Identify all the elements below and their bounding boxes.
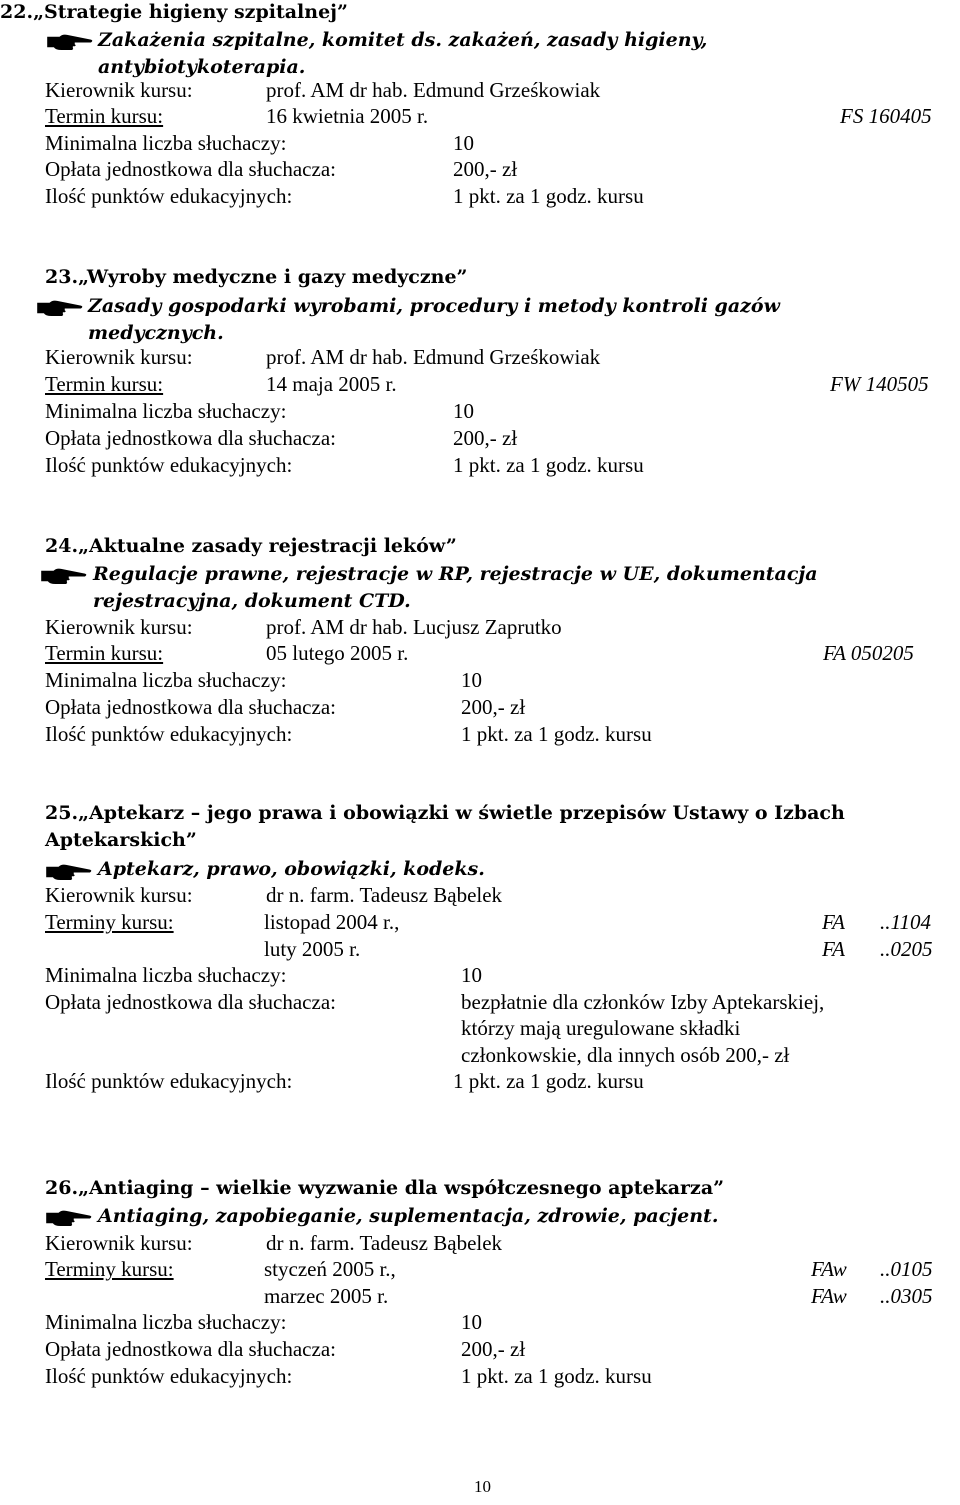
oplata-label: Opłata jednostkowa dla słuchacza: <box>45 1337 336 1361</box>
min-value: 10 <box>461 1310 482 1334</box>
course-23-subtitle-1: Zasady gospodarki wyrobami, procedury i metody kontroli gazów <box>88 295 780 317</box>
min-value: 10 <box>461 668 482 692</box>
ilosc-value: 1 pkt. za 1 godz. kursu <box>453 184 644 208</box>
ilosc-label: Ilość punktów edukacyjnych: <box>45 1364 293 1388</box>
termin-date: styczeń 2005 r., <box>264 1257 396 1281</box>
kierownik-value: prof. AM dr hab. Edmund Grześkowiak <box>266 78 601 102</box>
kierownik-label: Kierownik kursu: <box>45 615 193 639</box>
termin-label: Termin kursu: <box>45 641 164 665</box>
termin-date: marzec 2005 r. <box>264 1284 389 1308</box>
course-22-subtitle-1: Zakażenia szpitalne, komitet ds. zakażeń, zasady higieny, <box>98 29 708 51</box>
termin-date: 16 kwietnia 2005 r. <box>266 104 429 128</box>
ilosc-label: Ilość punktów edukacyjnych: <box>45 453 293 477</box>
course-title-text: „Aptekarz – jego prawa i obowiązki w świetle przepisów Ustawy o Izbach <box>78 802 845 824</box>
course-code-suffix: ..1104 <box>880 910 931 934</box>
course-code-prefix: FAw <box>811 1257 847 1281</box>
pointing-hand-icon <box>46 32 94 51</box>
termin-date: 14 maja 2005 r. <box>266 372 397 396</box>
min-value: 10 <box>453 399 474 423</box>
kierownik-label: Kierownik kursu: <box>45 345 193 369</box>
course-number: 24. <box>45 535 79 557</box>
terminy-label: Terminy kursu: <box>45 910 174 934</box>
page-number: 10 <box>474 1477 491 1496</box>
course-code: FS 160405 <box>840 104 932 128</box>
course-code-suffix: ..0305 <box>880 1284 933 1308</box>
course-22-subtitle-2: antybiotykoterapia. <box>98 56 306 78</box>
kierownik-value: dr n. farm. Tadeusz Bąbelek <box>266 883 503 907</box>
oplata-label: Opłata jednostkowa dla słuchacza: <box>45 695 336 719</box>
course-title-text: „Aktualne zasady rejestracji leków” <box>78 535 457 557</box>
course-25-title-2: Aptekarskich” <box>45 829 197 851</box>
course-26-title <box>45 1179 724 1198</box>
ilosc-value: 1 pkt. za 1 godz. kursu <box>461 1364 652 1388</box>
course-number: 25. <box>45 802 79 824</box>
pointing-hand-icon <box>45 1208 93 1227</box>
ilosc-label: Ilość punktów edukacyjnych: <box>45 184 293 208</box>
pointing-hand-icon <box>40 566 88 585</box>
course-26-subtitle: Antiaging, zapobieganie, suplementacja, zdrowie, pacjent. <box>98 1205 719 1227</box>
oplata-value-3: członkowskie, dla innych osób 200,- zł <box>461 1043 790 1067</box>
kierownik-value: prof. AM dr hab. Lucjusz Zaprutko <box>266 615 562 639</box>
termin-label: Termin kursu: <box>45 104 164 128</box>
oplata-label: Opłata jednostkowa dla słuchacza: <box>45 426 336 450</box>
min-label: Minimalna liczba słuchaczy: <box>45 668 287 692</box>
kierownik-label: Kierownik kursu: <box>45 883 193 907</box>
course-code-prefix: FA <box>822 937 845 961</box>
min-label: Minimalna liczba słuchaczy: <box>45 1310 287 1334</box>
oplata-value: 200,- zł <box>453 426 518 450</box>
oplata-value: 200,- zł <box>453 157 518 181</box>
oplata-value-1: bezpłatnie dla członków Izby Aptekarskiej, <box>461 990 825 1014</box>
terminy-label: Terminy kursu: <box>45 1257 174 1281</box>
course-24-title <box>45 537 457 556</box>
course-number: 23. <box>45 266 79 288</box>
min-label: Minimalna liczba słuchaczy: <box>45 131 287 155</box>
oplata-label: Opłata jednostkowa dla słuchacza: <box>45 990 336 1014</box>
course-24-subtitle-1: Regulacje prawne, rejestracje w RP, rejestracje w UE, dokumentacja <box>93 563 818 585</box>
oplata-value-2: którzy mają uregulowane składki <box>461 1016 741 1040</box>
course-code-prefix: FA <box>822 910 845 934</box>
termin-date: 05 lutego 2005 r. <box>266 641 409 665</box>
termin-date: listopad 2004 r., <box>264 910 400 934</box>
termin-date: luty 2005 r. <box>264 937 361 961</box>
ilosc-value: 1 pkt. za 1 godz. kursu <box>453 1069 644 1093</box>
course-code-prefix: FAw <box>811 1284 847 1308</box>
min-label: Minimalna liczba słuchaczy: <box>45 399 287 423</box>
course-code: FW 140505 <box>830 372 929 396</box>
course-title-text: „Wyroby medyczne i gazy medyczne” <box>78 266 468 288</box>
kierownik-value: prof. AM dr hab. Edmund Grześkowiak <box>266 345 601 369</box>
kierownik-label: Kierownik kursu: <box>45 78 193 102</box>
course-title-text: „Antiaging – wielkie wyzwanie dla współczesnego aptekarza” <box>78 1177 725 1199</box>
oplata-value: 200,- zł <box>461 1337 526 1361</box>
course-25-subtitle: Aptekarz, prawo, obowiązki, kodeks. <box>98 858 485 880</box>
oplata-label: Opłata jednostkowa dla słuchacza: <box>45 157 336 181</box>
min-value: 10 <box>461 963 482 987</box>
kierownik-value: dr n. farm. Tadeusz Bąbelek <box>266 1231 503 1255</box>
course-code-suffix: ..0105 <box>880 1257 933 1281</box>
course-title-text: „Strategie higieny szpitalnej” <box>33 1 348 23</box>
pointing-hand-icon <box>36 298 84 317</box>
course-code-suffix: ..0205 <box>880 937 933 961</box>
oplata-value: 200,- zł <box>461 695 526 719</box>
course-number: 26. <box>45 1177 79 1199</box>
course-22-title <box>0 3 348 22</box>
pointing-hand-icon <box>45 862 93 881</box>
course-23-title <box>45 268 467 287</box>
min-label: Minimalna liczba słuchaczy: <box>45 963 287 987</box>
ilosc-label: Ilość punktów edukacyjnych: <box>45 1069 293 1093</box>
course-25-title-1 <box>45 804 845 823</box>
ilosc-label: Ilość punktów edukacyjnych: <box>45 722 293 746</box>
course-24-subtitle-2: rejestracyjna, dokument CTD. <box>93 590 411 612</box>
course-code: FA 050205 <box>823 641 914 665</box>
min-value: 10 <box>453 131 474 155</box>
termin-label: Termin kursu: <box>45 372 164 396</box>
course-number: 22. <box>0 1 34 23</box>
ilosc-value: 1 pkt. za 1 godz. kursu <box>453 453 644 477</box>
ilosc-value: 1 pkt. za 1 godz. kursu <box>461 722 652 746</box>
course-23-subtitle-2: medycznych. <box>88 322 224 344</box>
kierownik-label: Kierownik kursu: <box>45 1231 193 1255</box>
